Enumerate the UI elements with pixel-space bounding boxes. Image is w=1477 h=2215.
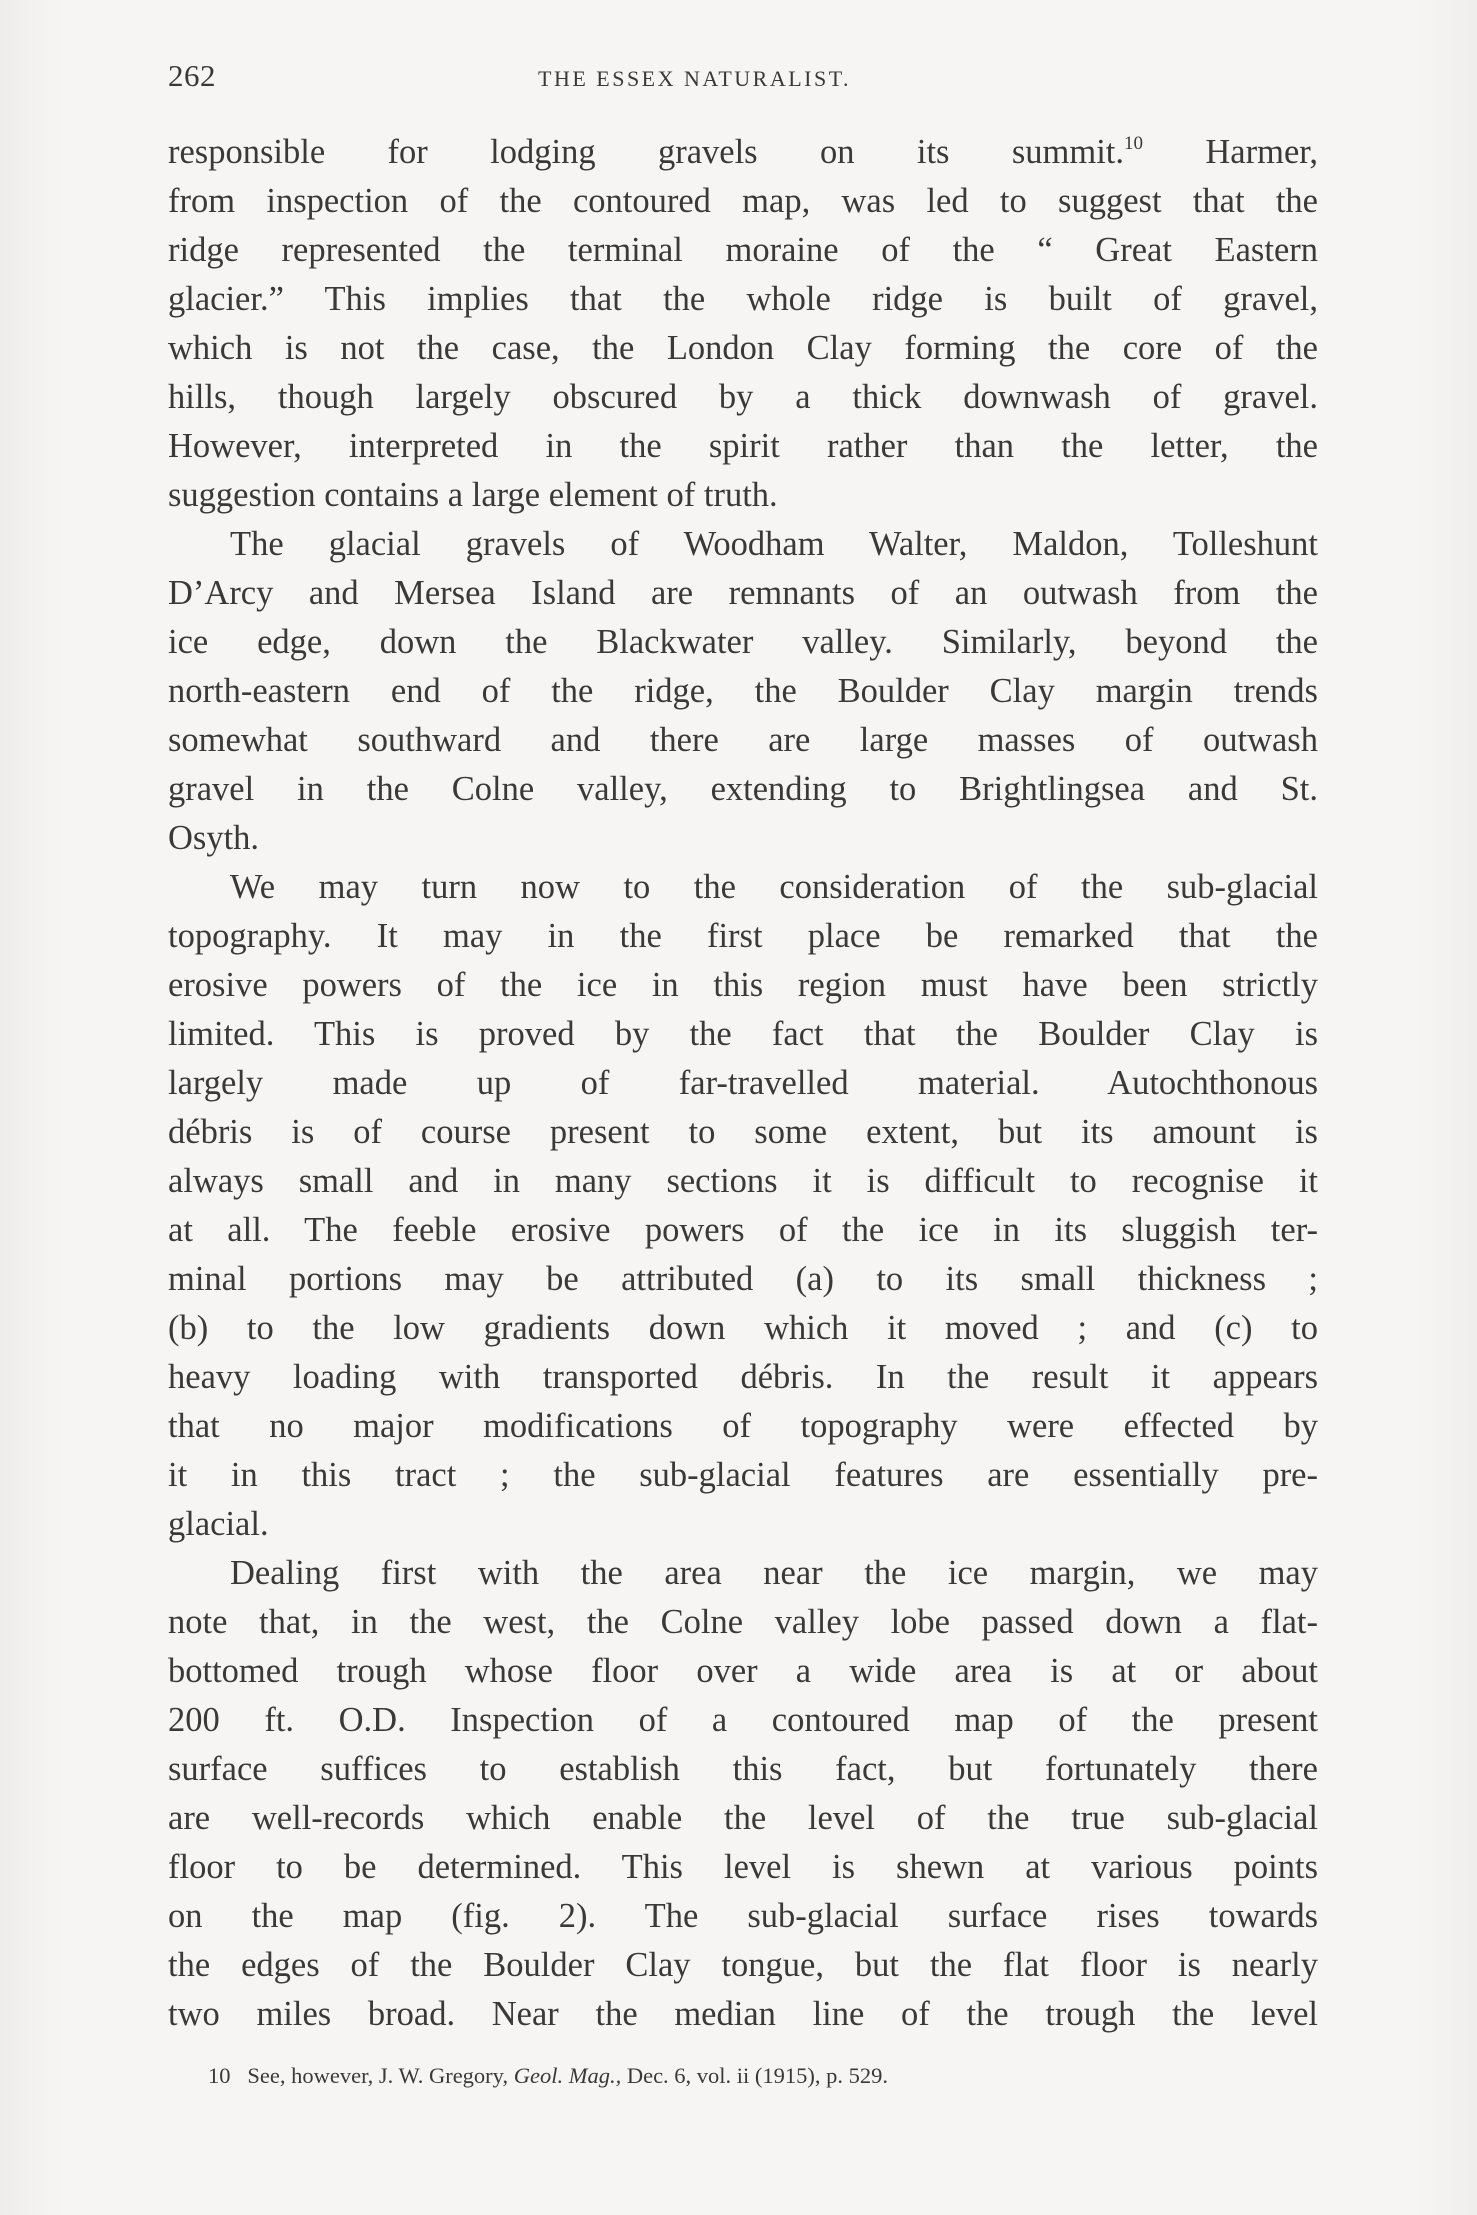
text-line: which is not the case, the London Clay forming the core of the xyxy=(168,329,1318,367)
paragraph xyxy=(168,1549,1318,2039)
text-line: north-eastern end of the ridge, the Boulder Clay margin trends xyxy=(168,672,1318,710)
text-line: ice edge, down the Blackwater valley. Similarly, beyond the xyxy=(168,623,1318,661)
text-line: floor to be determined. This level is shewn at various points xyxy=(168,1848,1318,1886)
text-line: it in this tract ; the sub-glacial features are essentially pre- xyxy=(168,1456,1318,1494)
footnote-text: See, however, J. W. Gregory, xyxy=(247,2063,509,2088)
footnote-number: 10 xyxy=(208,2063,231,2088)
page-number: 262 xyxy=(168,58,216,93)
text-line: gravel in the Colne valley, extending to Brightlingsea and St. xyxy=(168,770,1318,808)
text-line: erosive powers of the ice in this region must have been strictly xyxy=(168,966,1318,1004)
text-line: The glacial gravels of Woodham Walter, Maldon, Tolleshunt xyxy=(230,525,1318,563)
text-line: that no major modifications of topography were effected by xyxy=(168,1407,1318,1445)
text-line: topography. It may in the first place be remarked that the xyxy=(168,917,1318,955)
text-line: suggestion contains a large element of truth. xyxy=(168,476,778,514)
text-line: hills, though largely obscured by a thick downwash of gravel. xyxy=(168,378,1318,416)
text-line: from inspection of the contoured map, was led to suggest that the xyxy=(168,182,1318,220)
text-line: two miles broad. Near the median line of the trough the level xyxy=(168,1995,1318,2033)
text-line: limited. This is proved by the fact that the Boulder Clay is xyxy=(168,1015,1318,1053)
footnote-journal: Geol. Mag., xyxy=(513,2063,622,2088)
text-line: note that, in the west, the Colne valley lobe passed down a flat- xyxy=(168,1603,1318,1641)
footnote-text-tail: Dec. 6, vol. ii (1915), p. 529. xyxy=(626,2063,889,2088)
text-line: D’Arcy and Mersea Island are remnants of an outwash from the xyxy=(168,574,1318,612)
text-line: ridge represented the terminal moraine of the “ Great Eastern xyxy=(168,231,1318,269)
text-line: surface suffices to establish this fact, but fortunately there xyxy=(168,1750,1318,1788)
paragraph xyxy=(168,520,1318,863)
text-line: heavy loading with transported débris. In the result it appears xyxy=(168,1358,1318,1396)
text-line: at all. The feeble erosive powers of the ice in its sluggish ter- xyxy=(168,1211,1318,1249)
text-line: However, interpreted in the spirit rather than the letter, the xyxy=(168,427,1318,465)
text-line: on the map (fig. 2). The sub-glacial surface rises towards xyxy=(168,1897,1318,1935)
page-header xyxy=(168,58,1318,98)
text-line: Dealing first with the area near the ice margin, we may xyxy=(230,1554,1318,1592)
text-line: glacial. xyxy=(168,1505,269,1543)
text-line: somewhat southward and there are large masses of outwash xyxy=(168,721,1318,759)
body-text xyxy=(168,128,1318,2039)
text-line: 200 ft. O.D. Inspection of a contoured map of the present xyxy=(168,1701,1318,1739)
paragraph xyxy=(168,863,1318,1549)
text-line: débris is of course present to some extent, but its amount is xyxy=(168,1113,1318,1151)
text-line: minal portions may be attributed (a) to its small thickness ; xyxy=(168,1260,1318,1298)
paragraph xyxy=(168,128,1318,520)
text-line: are well-records which enable the level of the true sub-glacial xyxy=(168,1799,1318,1837)
text-line: We may turn now to the consideration of the sub-glacial xyxy=(230,868,1318,906)
text-line: responsible for lodging gravels on its summit.$^{10}$ Harmer, xyxy=(168,133,1318,171)
text-line: largely made up of far-travelled material. Autochthonous xyxy=(168,1064,1318,1102)
footnote xyxy=(208,2063,1308,2089)
text-line: Osyth. xyxy=(168,819,260,857)
text-line: (b) to the low gradients down which it moved ; and (c) to xyxy=(168,1309,1318,1347)
text-line: bottomed trough whose floor over a wide area is at or about xyxy=(168,1652,1318,1690)
running-head: THE ESSEX NATURALIST. xyxy=(538,66,852,91)
text-line: always small and in many sections it is difficult to recognise it xyxy=(168,1162,1318,1200)
footnote-ref: 10 xyxy=(1124,133,1143,154)
text-line: the edges of the Boulder Clay tongue, but the flat floor is nearly xyxy=(168,1946,1318,1984)
text-line: glacier.” This implies that the whole ridge is built of gravel, xyxy=(168,280,1318,318)
